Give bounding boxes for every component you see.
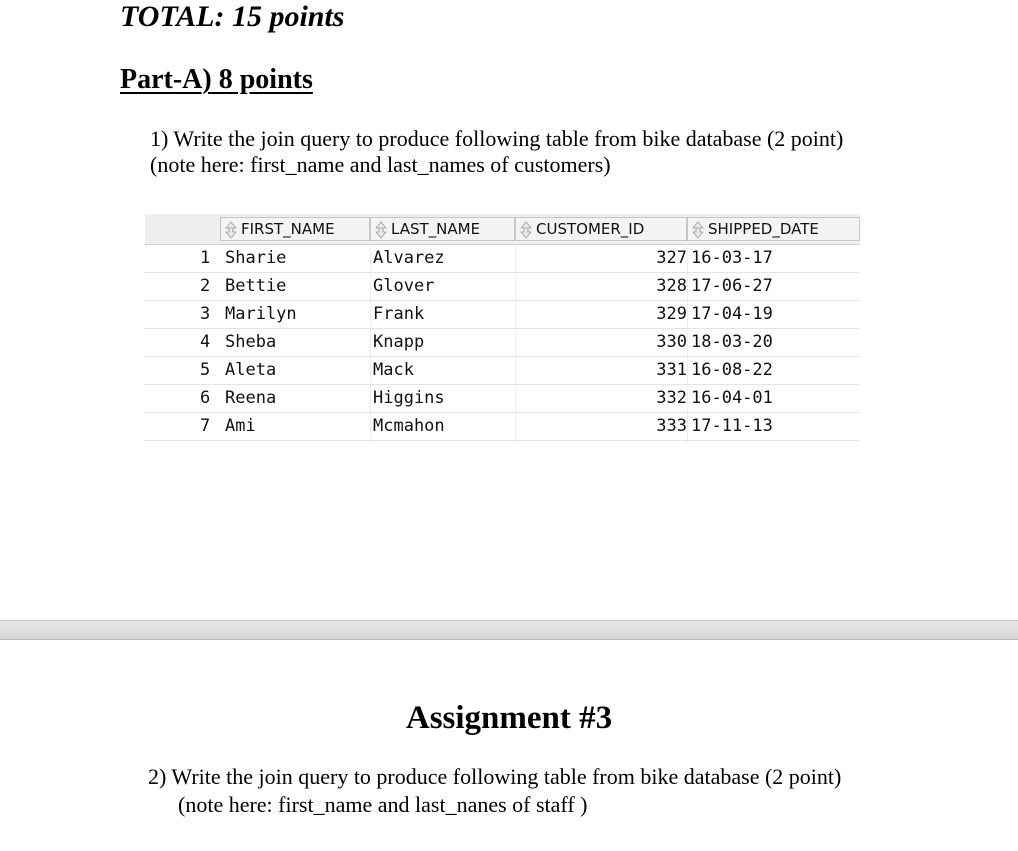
column-header-first-name[interactable] [220, 217, 370, 241]
shipped-date-cell[interactable]: 16-04-01 [691, 388, 773, 408]
table-row[interactable] [145, 272, 860, 301]
row-number: 3 [200, 304, 211, 324]
shipped-date-cell[interactable]: 17-04-19 [691, 304, 773, 324]
last-name-cell[interactable]: Higgins [373, 388, 445, 408]
column-header-label: CUSTOMER_ID [536, 220, 645, 238]
customer-id-cell[interactable]: 331 [656, 360, 687, 380]
sort-icon [375, 221, 387, 239]
sort-icon [692, 221, 704, 239]
row-number: 7 [200, 416, 211, 436]
last-name-cell[interactable]: Alvarez [373, 248, 445, 268]
table-row[interactable] [145, 244, 860, 273]
first-name-cell[interactable]: Marilyn [225, 304, 297, 324]
question-1-note: (note here: first_name and last_names of customers) [150, 152, 611, 177]
page-divider [0, 620, 1018, 640]
table-row[interactable] [145, 300, 860, 329]
customer-id-cell[interactable]: 329 [656, 304, 687, 324]
shipped-date-cell[interactable]: 17-11-13 [691, 416, 773, 436]
first-name-cell[interactable]: Sharie [225, 248, 287, 268]
customer-id-cell[interactable]: 328 [656, 276, 687, 296]
table-row[interactable] [145, 412, 860, 441]
first-name-cell[interactable]: Reena [225, 388, 277, 408]
last-name-cell[interactable]: Knapp [373, 332, 425, 352]
column-header-shipped-date[interactable] [687, 217, 860, 241]
last-name-cell[interactable]: Frank [373, 304, 425, 324]
assignment-title: Assignment #3 [405, 700, 613, 736]
shipped-date-cell[interactable]: 17-06-27 [691, 276, 773, 296]
column-header-label: FIRST_NAME [241, 220, 335, 238]
shipped-date-cell[interactable]: 18-03-20 [691, 332, 773, 352]
total-points-heading: TOTAL: 15 points [120, 0, 345, 33]
sort-icon [520, 221, 532, 239]
column-header-last-name[interactable] [370, 217, 515, 241]
last-name-cell[interactable]: Glover [373, 276, 435, 296]
customer-id-cell[interactable]: 332 [656, 388, 687, 408]
first-name-cell[interactable]: Bettie [225, 276, 287, 296]
row-number: 1 [200, 248, 211, 268]
question-2-note: (note here: first_name and last_nanes of staff ) [178, 792, 588, 817]
first-name-cell[interactable]: Ami [225, 416, 256, 436]
table-row[interactable] [145, 384, 860, 413]
grid-header-row [145, 214, 860, 245]
customer-id-cell[interactable]: 327 [656, 248, 687, 268]
question-2-text: 2) Write the join query to produce following table from bike database (2 point) [148, 764, 842, 789]
sort-icon [225, 221, 237, 239]
customer-id-cell[interactable]: 330 [656, 332, 687, 352]
table-row[interactable] [145, 328, 860, 357]
part-a-heading: Part-A) 8 points [120, 64, 313, 95]
customer-id-cell[interactable]: 333 [656, 416, 687, 436]
column-header-customer-id[interactable] [515, 217, 687, 241]
first-name-cell[interactable]: Aleta [225, 360, 277, 380]
row-number: 6 [200, 388, 211, 408]
table-row[interactable] [145, 356, 860, 385]
row-number: 5 [200, 360, 211, 380]
shipped-date-cell[interactable]: 16-08-22 [691, 360, 773, 380]
first-name-cell[interactable]: Sheba [225, 332, 277, 352]
question-1-text: 1) Write the join query to produce following table from bike database (2 point) [150, 126, 844, 151]
shipped-date-cell[interactable]: 16-03-17 [691, 248, 773, 268]
column-header-label: LAST_NAME [391, 220, 481, 238]
row-number: 4 [200, 332, 211, 352]
last-name-cell[interactable]: Mack [373, 360, 414, 380]
row-number: 2 [200, 276, 211, 296]
query-result-grid [145, 214, 860, 446]
last-name-cell[interactable]: Mcmahon [373, 416, 445, 436]
column-header-label: SHIPPED_DATE [708, 220, 819, 238]
